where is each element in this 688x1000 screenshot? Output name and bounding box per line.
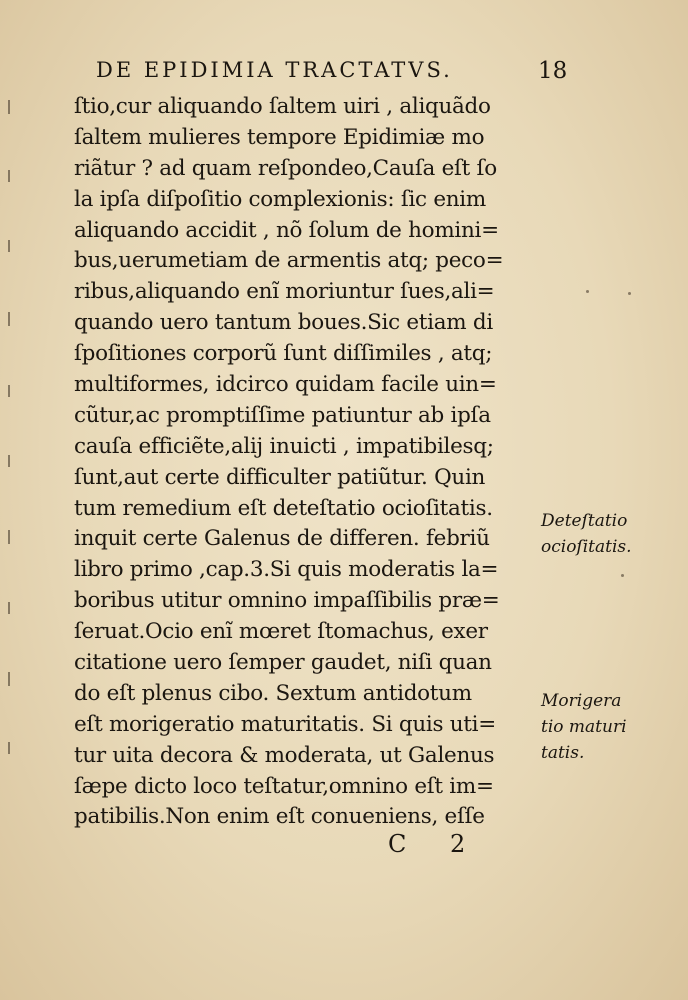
text-line: tum remedium eſt deteſtatio ocioſitatis. [74, 495, 493, 521]
running-title: DE EPIDIMIA TRACTATVS. [96, 58, 453, 82]
gutter-mark [8, 530, 10, 544]
text-line: multiformes, idcirco quidam facile uin= [74, 372, 497, 398]
margin-note-line: tatis. [541, 743, 585, 763]
margin-note-line: tio maturi [541, 717, 627, 737]
margin-note-line: ocioſitatis. [541, 537, 632, 557]
margin-note-morigeratio [541, 688, 627, 766]
text-line: ſpoſitiones corporũ ſunt diſſimiles , atq; [74, 341, 493, 367]
text-line: ſeruat.Ocio enĩ mœret ſtomachus, exer [74, 619, 488, 645]
gutter-mark [8, 455, 10, 467]
text-line: bus,uerumetiam de armentis atq; peco= [74, 248, 504, 274]
text-line: quando uero tantum boues.Sic etiam di [74, 310, 493, 336]
margin-note-line: Morigera [541, 691, 622, 711]
page-number: 18 [538, 58, 568, 84]
body-text [74, 92, 544, 833]
text-line: citatione uero ſemper gaudet, niſi quan [74, 650, 492, 676]
paper-speck [621, 574, 624, 577]
text-line: ribus,aliquando enĩ moriuntur ſues,ali= [74, 279, 495, 305]
gutter-mark [8, 100, 10, 114]
gutter-mark [8, 742, 10, 754]
margin-note-detestatio [541, 508, 632, 560]
text-line: libro primo ,cap.3.Si quis moderatis la= [74, 557, 499, 583]
text-line: inquit certe Galenus de differen. febriũ [74, 526, 490, 552]
gutter-mark [8, 602, 10, 614]
gutter-mark [8, 240, 10, 252]
margin-note-line: Deteſtatio [541, 511, 628, 531]
text-line: la ipſa diſpoſitio complexionis: ſic enim [74, 186, 486, 212]
gutter-mark [8, 170, 10, 182]
text-line: tur uita decora & moderata, ut Galenus [74, 742, 495, 768]
text-line: cauſa efficiẽte,alij inuicti , impatibilesq; [74, 433, 494, 459]
text-line: do eſt plenus cibo. Sextum antidotum [74, 680, 472, 706]
text-line: patibilis.Non enim eſt conueniens, eſſe [74, 804, 485, 830]
text-line: aliquando accidit , nõ ſolum de homini= [74, 217, 499, 243]
text-line: riãtur ? ad quam reſpondeo,Cauſa eſt ſo [74, 155, 497, 181]
paper-speck [586, 290, 589, 293]
gutter-mark [8, 672, 10, 686]
gutter-mark [8, 312, 10, 326]
text-line: ſaltem mulieres tempore Epidimiæ mo [74, 124, 485, 150]
text-line: ſunt,aut certe difficulter patiũtur. Quin [74, 464, 486, 490]
text-line: eſt morigeratio maturitatis. Si quis uti= [74, 711, 496, 737]
paper-speck [628, 292, 631, 295]
text-line: ſtio,cur aliquando ſaltem uiri , aliquãdo [74, 94, 491, 119]
text-line: boribus utitur omnino impaſſibilis præ= [74, 588, 500, 614]
text-line: ſæpe dicto loco teſtatur,omnino eſt im= [74, 773, 494, 799]
gutter-mark [8, 385, 10, 397]
signature-mark: C 2 [388, 830, 484, 858]
text-line: cũtur,ac promptiſſime patiuntur ab ipſa [74, 402, 491, 428]
